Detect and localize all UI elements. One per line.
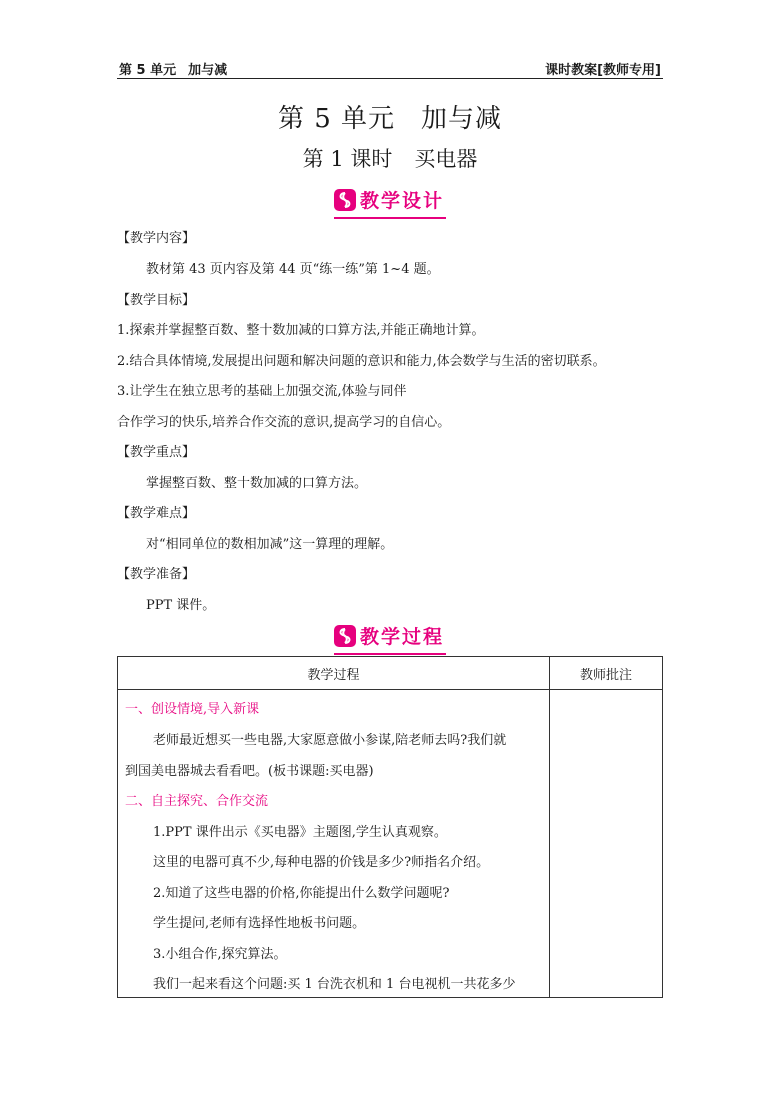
process-line: 2.知道了这些电器的价格,你能提出什么数学问题呢? bbox=[153, 886, 450, 901]
goal-item: 2.结合具体情境,发展提出问题和解决问题的意识和能力,体会数学与生活的密切联系。 bbox=[117, 354, 606, 369]
process-line: 我们一起来看这个问题:买 1 台洗衣机和 1 台电视机一共花多少 bbox=[153, 977, 516, 992]
page-header bbox=[117, 56, 663, 79]
process-line: 这里的电器可真不少,每种电器的价钱是多少?师指名介绍。 bbox=[153, 855, 490, 870]
process-line: 到国美电器城去看看吧。(板书课题:买电器) bbox=[125, 764, 374, 779]
section-heading: 二、自主探究、合作交流 bbox=[125, 794, 269, 809]
difficulty-text: 对“相同单位的数相加减”这一算理的理解。 bbox=[146, 537, 394, 552]
process-line: 学生提问,老师有选择性地板书问题。 bbox=[153, 916, 366, 931]
column-header-notes: 教师批注 bbox=[550, 657, 663, 690]
title-topic: 加与减 bbox=[421, 104, 503, 134]
subtitle-lesson: 第 1 课时 bbox=[302, 147, 393, 171]
content-label: 【教学内容】 bbox=[117, 231, 196, 246]
swirl-icon bbox=[334, 625, 356, 647]
page-title bbox=[0, 98, 780, 135]
table-row bbox=[118, 690, 663, 998]
goal-item: 3.让学生在独立思考的基础上加强交流,体验与同伴 bbox=[117, 384, 407, 399]
difficulty-label: 【教学难点】 bbox=[117, 506, 196, 521]
notes-cell bbox=[550, 690, 663, 998]
column-header-process: 教学过程 bbox=[118, 657, 550, 690]
header-left bbox=[119, 59, 239, 78]
key-label: 【教学重点】 bbox=[117, 445, 196, 460]
content-text: 教材第 43 页内容及第 44 页“练一练”第 1~4 题。 bbox=[146, 262, 440, 277]
title-unit: 第 5 单元 bbox=[277, 104, 396, 134]
goal-item: 1.探索并掌握整百数、整十数加减的口算方法,并能正确地计算。 bbox=[117, 323, 485, 338]
goal-item: 合作学习的快乐,培养合作交流的意识,提高学习的自信心。 bbox=[117, 415, 451, 430]
header-topic: 加与减 bbox=[188, 63, 228, 78]
section-heading: 一、创设情境,导入新课 bbox=[125, 702, 260, 717]
subtitle-topic: 买电器 bbox=[414, 147, 478, 171]
prep-text: PPT 课件。 bbox=[146, 598, 216, 613]
process-line: 3.小组合作,探究算法。 bbox=[153, 947, 287, 962]
header-unit: 第 5 单元 bbox=[119, 63, 177, 78]
process-banner bbox=[0, 622, 780, 652]
table-header-row bbox=[118, 657, 663, 690]
design-banner bbox=[0, 186, 780, 216]
prep-label: 【教学准备】 bbox=[117, 567, 196, 582]
process-banner-title: 教学过程 bbox=[359, 626, 444, 648]
design-banner-title: 教学设计 bbox=[359, 190, 444, 212]
key-text: 掌握整百数、整十数加减的口算方法。 bbox=[146, 476, 368, 491]
process-table bbox=[117, 656, 663, 998]
process-line: 1.PPT 课件出示《买电器》主题图,学生认真观察。 bbox=[153, 825, 447, 840]
page-subtitle bbox=[0, 143, 780, 173]
swirl-icon bbox=[334, 189, 356, 211]
process-cell bbox=[118, 690, 550, 998]
goals-label: 【教学目标】 bbox=[117, 293, 196, 308]
header-right: 课时教案[教师专用] bbox=[545, 63, 661, 78]
process-line: 老师最近想买一些电器,大家愿意做小参谋,陪老师去吗?我们就 bbox=[153, 733, 507, 748]
